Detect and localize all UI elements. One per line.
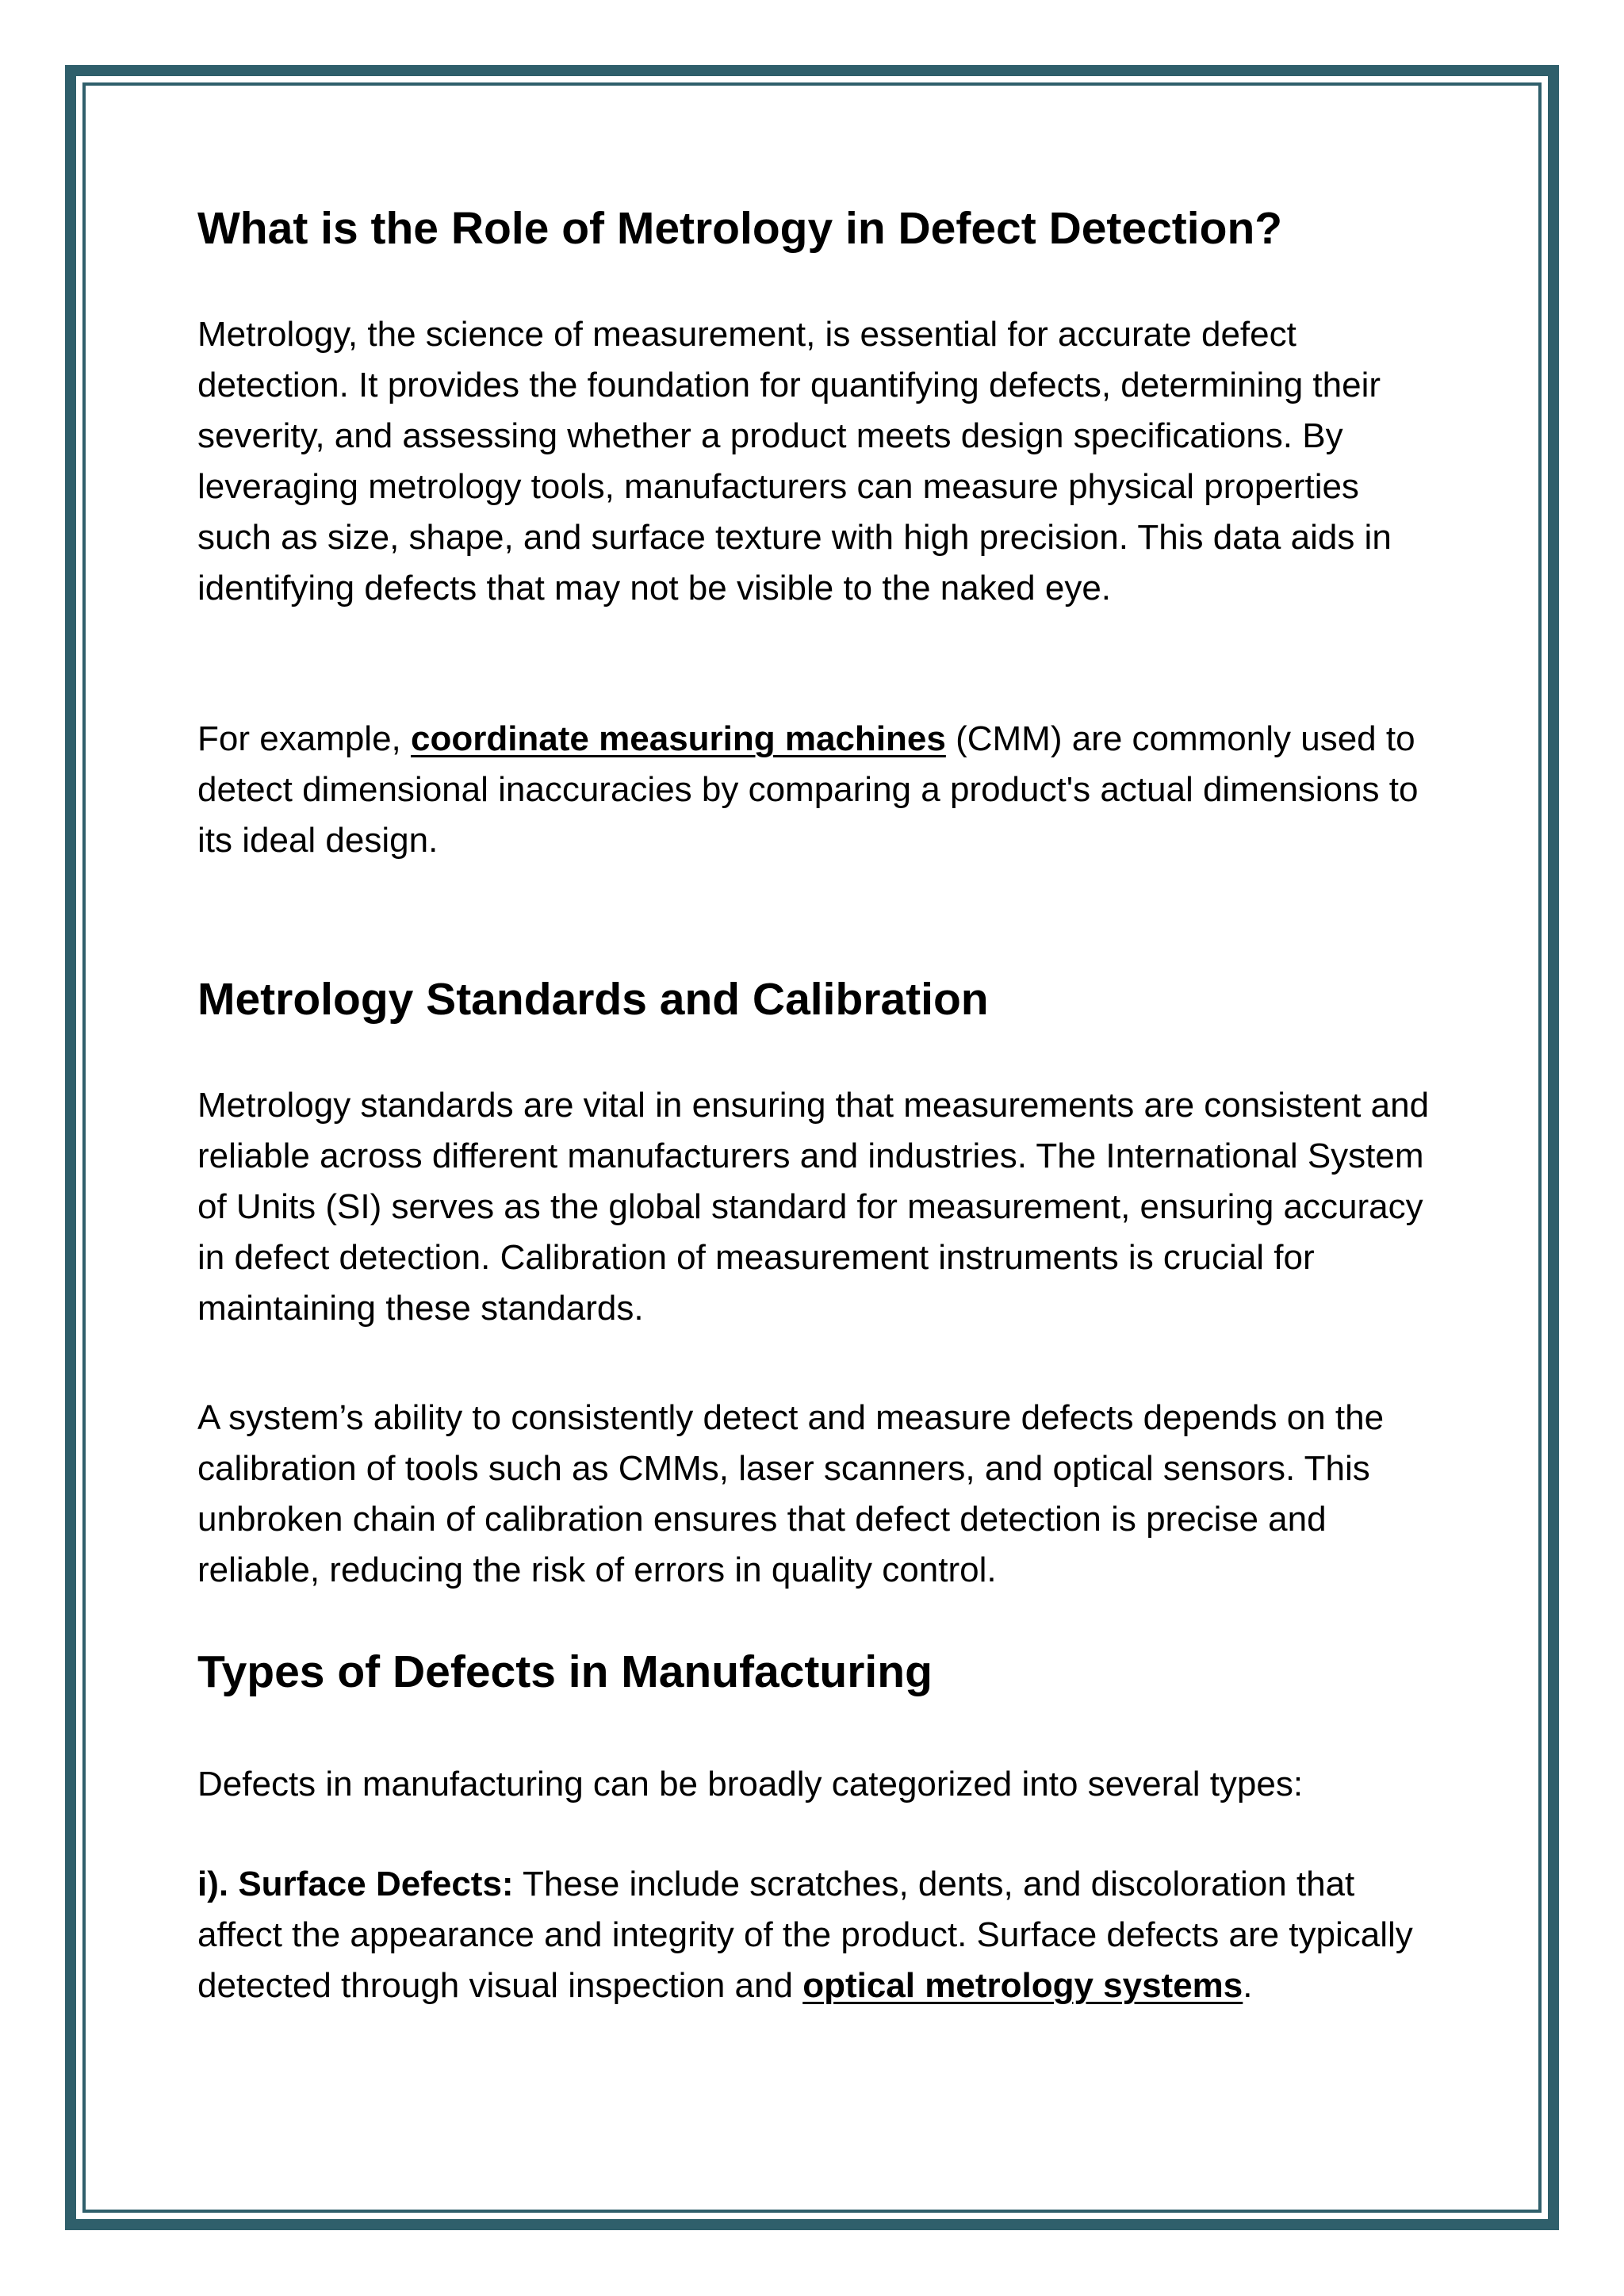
paragraph-surface-defects: [197, 1859, 1434, 2011]
paragraph-role-of-metrology: Metrology, the science of measurement, is essential for accurate defect detection. It provides the foundation for quantifying defects, determining their severity, and assessing whether a product meets design specifications. By leveraging metrology tools, manufacturers can measure physical properties such as size, shape, and surface texture with high precision. This data aids in identifying defects that may not be visible to the naked eye.: [197, 315, 1392, 608]
heading-types-of-defects: Types of Defects in Manufacturing: [197, 1646, 933, 1697]
cmm-text-before: For example,: [197, 719, 411, 758]
link-coordinate-measuring-machines[interactable]: coordinate measuring machines: [410, 719, 946, 758]
heading-role-of-metrology: What is the Role of Metrology in Defect Detection?: [197, 203, 1283, 254]
paragraph-cmm-example: [197, 714, 1434, 866]
link-optical-metrology-systems[interactable]: optical metrology systems: [802, 1966, 1243, 2005]
surface-defects-text: These include scratches, dents, and discoloration that affect the appearance and integrity of the product. Surface defects are typically detected through visual inspection and: [197, 1865, 1413, 2005]
heading-standards-calibration: Metrology Standards and Calibration: [197, 974, 989, 1025]
surface-defects-label: i). Surface Defects:: [197, 1865, 514, 1903]
surface-defects-text-after: .: [1243, 1966, 1253, 2005]
cmm-text-after: (CMM) are commonly used to detect dimensional inaccuracies by comparing a product's actual dimensions to its ideal design.: [197, 719, 1419, 860]
paragraph-standards: Metrology standards are vital in ensuring that measurements are consistent and reliable across different manufacturers and industries. The International System of Units (SI) serves as the global standard for measurement, ensuring accuracy in defect detection. Calibration of measurement instruments is crucial for maintaining these standards.: [197, 1086, 1430, 1328]
paragraph-calibration: A system’s ability to consistently detect and measure defects depends on the calibration of tools such as CMMs, laser scanners, and optical sensors. This unbroken chain of calibration ensures that defect detection is precise and reliable, reducing the risk of errors in quality control.: [197, 1398, 1385, 1589]
paragraph-defect-categories-intro: Defects in manufacturing can be broadly categorized into several types:: [197, 1765, 1304, 1803]
